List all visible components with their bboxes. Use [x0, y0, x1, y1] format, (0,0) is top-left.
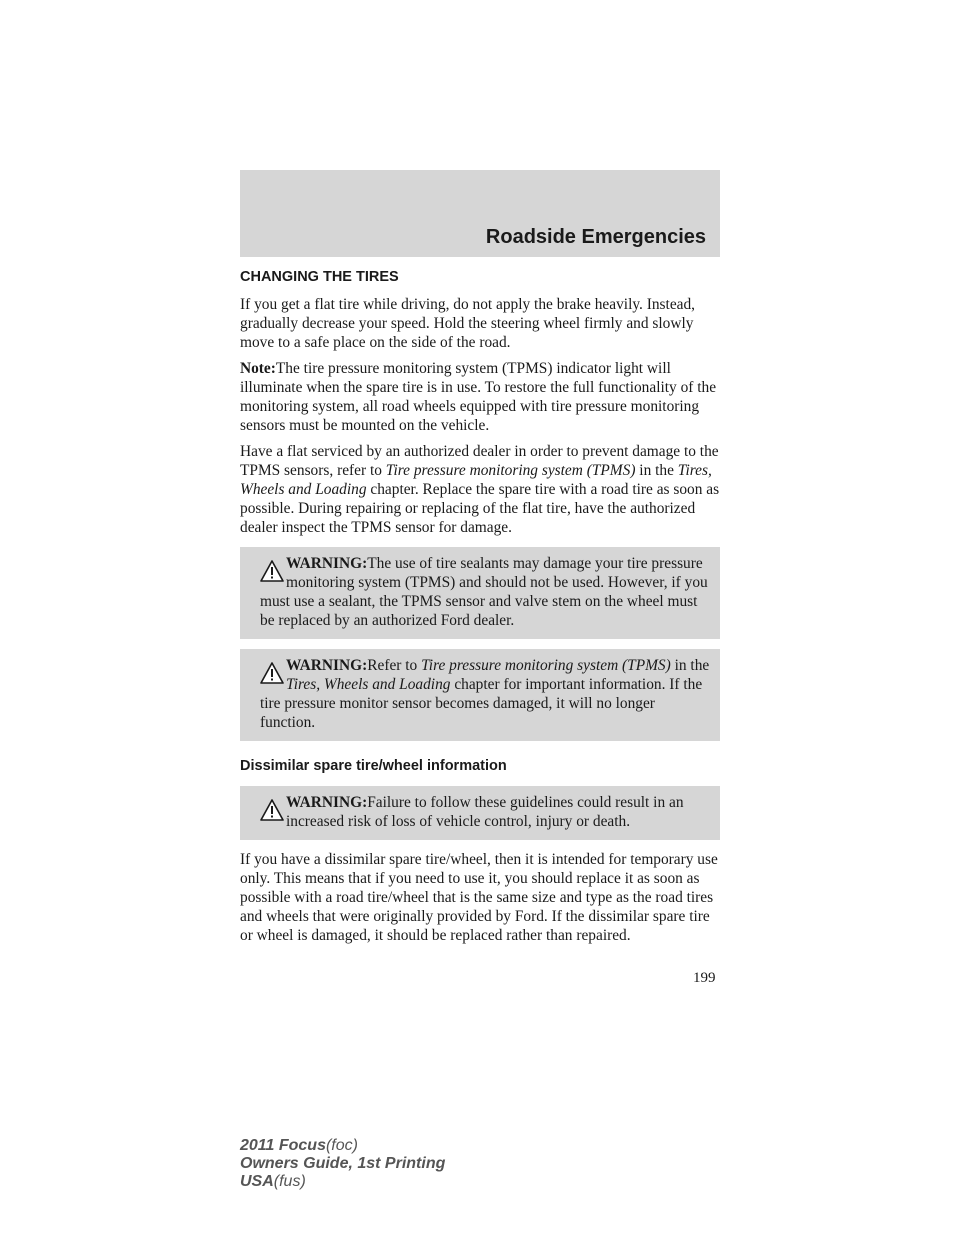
warning2-text-1: Refer to	[367, 657, 422, 674]
warning-label: WARNING:	[286, 794, 368, 811]
warning-triangle-icon	[240, 793, 286, 831]
para2-text-3: chapter. Replace the spare tire with a road tire as soon as possible. During repairing or replacing of the flat tire, have the authorized dealer inspect the TPMS sensor for damage.	[240, 481, 720, 536]
warning-box-tpms-reference	[240, 649, 720, 741]
paragraph-flat-serviced	[240, 442, 720, 537]
section-header-bar	[240, 170, 720, 257]
warning-label: WARNING:	[286, 657, 368, 674]
page-number: 199	[693, 970, 716, 986]
footer-market: USA	[240, 1173, 274, 1190]
section-title: Roadside Emergencies	[485, 226, 706, 248]
warning2-text-2: in the	[670, 657, 710, 674]
footer-print-info	[240, 1137, 445, 1191]
para2-text-1: Have a flat serviced by an authorized dealer in order to prevent damage to the TPMS sensors, refer to	[240, 443, 719, 479]
para2-ref-chapter: Tires, Wheels and Loading	[240, 462, 712, 498]
warning-box-guidelines	[240, 786, 720, 840]
warning-triangle-icon	[240, 656, 286, 694]
para2-text-2: in the	[635, 462, 678, 479]
footer-model-code: (foc)	[325, 1137, 358, 1154]
page-content	[240, 268, 720, 952]
warning-triangle-icon	[240, 554, 286, 592]
warning-text: Failure to follow these guidelines could result in an increased risk of loss of vehicle control, injury or death.	[286, 794, 684, 830]
footer-market-code: (fus)	[273, 1173, 306, 1190]
note-label: Note:	[240, 360, 276, 377]
warning2-ref-chapter: Tires, Wheels and Loading	[286, 676, 451, 693]
paragraph-flat-tire-driving: If you get a flat tire while driving, do not apply the brake heavily. Instead, gradually decrease your speed. Hold the steering wheel firmly and slowly move to a safe place on the side of the road.	[240, 296, 696, 351]
warning2-text-3: chapter for important information. If the tire pressure monitor sensor becomes damaged, it will no longer function.	[260, 676, 703, 731]
warning-box-sealants	[240, 547, 720, 639]
paragraph-dissimilar-spare: If you have a dissimilar spare tire/wheel, then it is intended for temporary use only. This means that if you need to use it, you should replace it as soon as possible with a road tire/wheel that is the same size and type as the road tires and wheels that were originally provided by Ford. If the dissimilar spare tire or wheel is damaged, it should be replaced rather than repaired.	[240, 851, 718, 944]
footer-guide-edition: Owners Guide, 1st Printing	[240, 1155, 446, 1172]
heading-dissimilar-spare: Dissimilar spare tire/wheel information	[240, 758, 507, 774]
footer-model: 2011 Focus	[240, 1137, 326, 1154]
note-text: The tire pressure monitoring system (TPMS) indicator light will illuminate when the spare tire is in use. To restore the full functionality of the monitoring system, all road wheels equipped with tire pressure monitoring sensors must be mounted on the vehicle.	[240, 360, 717, 434]
heading-changing-tires: CHANGING THE TIRES	[240, 269, 399, 285]
paragraph-note	[240, 359, 720, 435]
para2-ref-tpms: Tire pressure monitoring system (TPMS)	[385, 462, 636, 479]
warning-text: The use of tire sealants may damage your tire pressure monitoring system (TPMS) and should not be used. However, if you must use a sealant, the TPMS sensor and valve stem on the wheel must be replaced by an authorized Ford dealer.	[260, 555, 708, 629]
warning2-ref-tpms: Tire pressure monitoring system (TPMS)	[421, 657, 671, 674]
warning-label: WARNING:	[286, 555, 368, 572]
